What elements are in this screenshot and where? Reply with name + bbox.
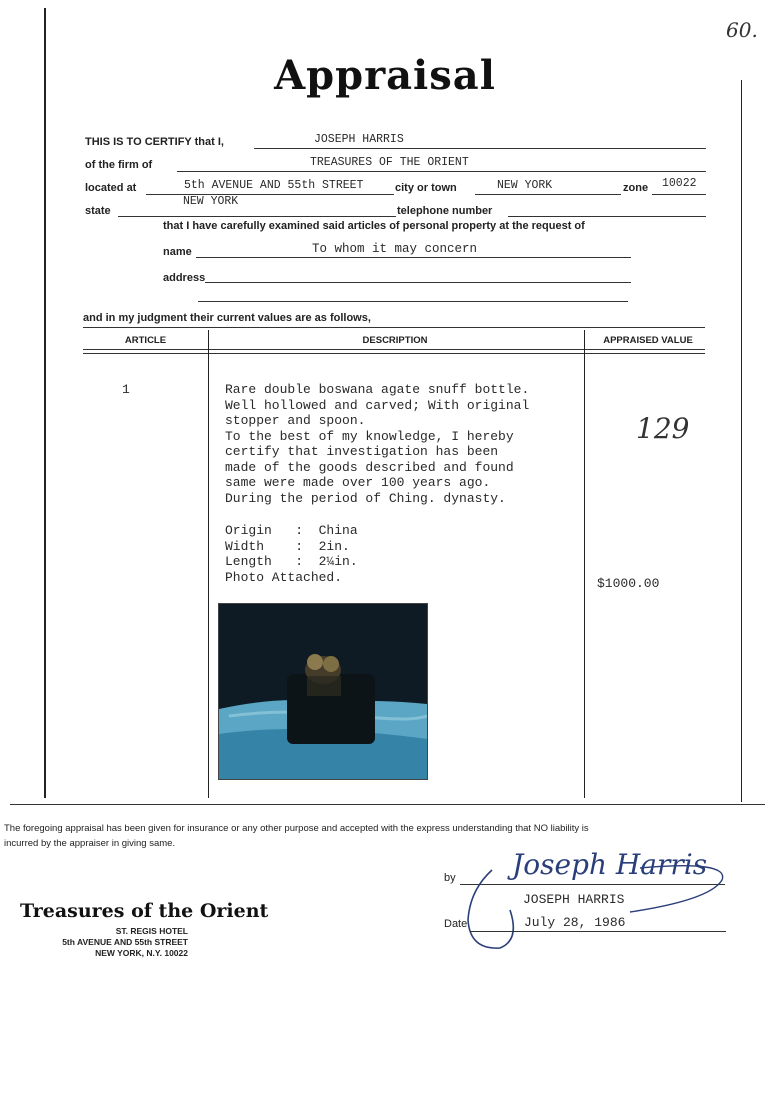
description-line: Well hollowed and carved; With original	[225, 397, 530, 413]
article-description	[225, 382, 529, 506]
date-line	[470, 931, 726, 932]
date-label: Date	[444, 918, 468, 930]
letterhead-address-line: 5th AVENUE AND 55th STREET	[62, 937, 188, 947]
by-label: by	[444, 872, 456, 884]
appraiser-name-line	[254, 148, 706, 149]
state-field: NEW YORK	[183, 195, 239, 208]
zone-field: 10022	[662, 177, 697, 190]
located-label: located at	[85, 182, 137, 194]
address-line-1	[205, 282, 631, 283]
name-field: To whom it may concern	[312, 242, 478, 256]
description-line: made of the goods described and found	[225, 459, 514, 475]
name-line	[196, 257, 631, 258]
disclaimer-line-1: The foregoing appraisal has been given for insurance or any other purpose and accepted with the express understanding that NO liability is	[4, 823, 589, 834]
disclaimer-line-2: incurred by the appraiser in giving same.	[4, 838, 176, 849]
letterhead-address-line: ST. REGIS HOTEL	[115, 926, 188, 936]
table-top-rule	[83, 327, 705, 328]
right-border-line	[741, 80, 742, 802]
address-label: address	[163, 272, 206, 284]
article-specs	[225, 523, 358, 585]
telephone-line	[508, 216, 706, 217]
firm-field: TREASURES OF THE ORIENT	[310, 156, 469, 169]
firm-label: of the firm of	[85, 159, 153, 171]
zone-label: zone	[623, 182, 649, 194]
table-bottom-rule	[10, 804, 765, 805]
snuff-bottle-photo-image	[219, 604, 427, 779]
description-line: certify that investigation has been	[225, 444, 499, 459]
column-divider-1	[208, 330, 209, 798]
snuff-bottle-photo	[218, 603, 428, 780]
city-label: city or town	[395, 182, 457, 194]
spec-line: Length : 2¼in.	[225, 554, 358, 569]
certify-label: THIS IS TO CERTIFY that I,	[85, 136, 224, 148]
handwritten-number: 129	[636, 412, 690, 445]
column-divider-2	[584, 330, 585, 798]
table-header-rule-1	[83, 349, 705, 350]
spec-line: Photo Attached.	[225, 569, 343, 585]
state-label: state	[85, 205, 111, 217]
printed-signer-name: JOSEPH HARRIS	[523, 892, 625, 907]
spec-line: Width : 2in.	[225, 538, 350, 554]
column-header-description: DESCRIPTION	[362, 335, 428, 346]
street-field: 5th AVENUE AND 55th STREET	[184, 179, 364, 192]
examined-text: that I have carefully examined said articles of personal property at the request of	[163, 220, 585, 232]
corner-note: 60.	[726, 18, 758, 42]
appraised-value: $1000.00	[597, 576, 660, 591]
address-line-2	[198, 301, 628, 302]
signature: Joseph Harris	[512, 848, 708, 881]
column-header-article: ARTICLE	[124, 335, 167, 346]
date-field: July 28, 1986	[524, 915, 626, 930]
description-line: During the period of Ching. dynasty.	[225, 490, 506, 506]
name-label: name	[163, 246, 192, 258]
table-header-rule-2	[83, 353, 705, 354]
description-line: To the best of my knowledge, I hereby	[225, 428, 514, 444]
appraiser-name-field: JOSEPH HARRIS	[314, 133, 404, 146]
column-header-appraised-value: APPRAISED VALUE	[603, 335, 693, 346]
judgment-text: and in my judgment their current values are as follows,	[83, 312, 371, 324]
city-field: NEW YORK	[497, 179, 553, 192]
firm-line	[177, 171, 706, 172]
page-title: Appraisal	[274, 52, 496, 99]
description-line: stopper and spoon.	[225, 413, 366, 428]
letterhead-firm-name: Treasures of the Orient	[20, 900, 269, 922]
telephone-label: telephone number	[397, 205, 493, 217]
article-number: 1	[122, 382, 130, 397]
zone-line	[652, 194, 706, 195]
city-line	[475, 194, 621, 195]
letterhead-address-line: NEW YORK, N.Y. 10022	[95, 948, 188, 958]
letterhead-address	[30, 926, 188, 959]
state-line	[118, 216, 396, 217]
left-border-line	[44, 8, 46, 798]
description-line: Rare double boswana agate snuff bottle.	[225, 382, 530, 397]
spec-line: Origin : China	[225, 523, 358, 538]
description-line: same were made over 100 years ago.	[225, 475, 491, 490]
